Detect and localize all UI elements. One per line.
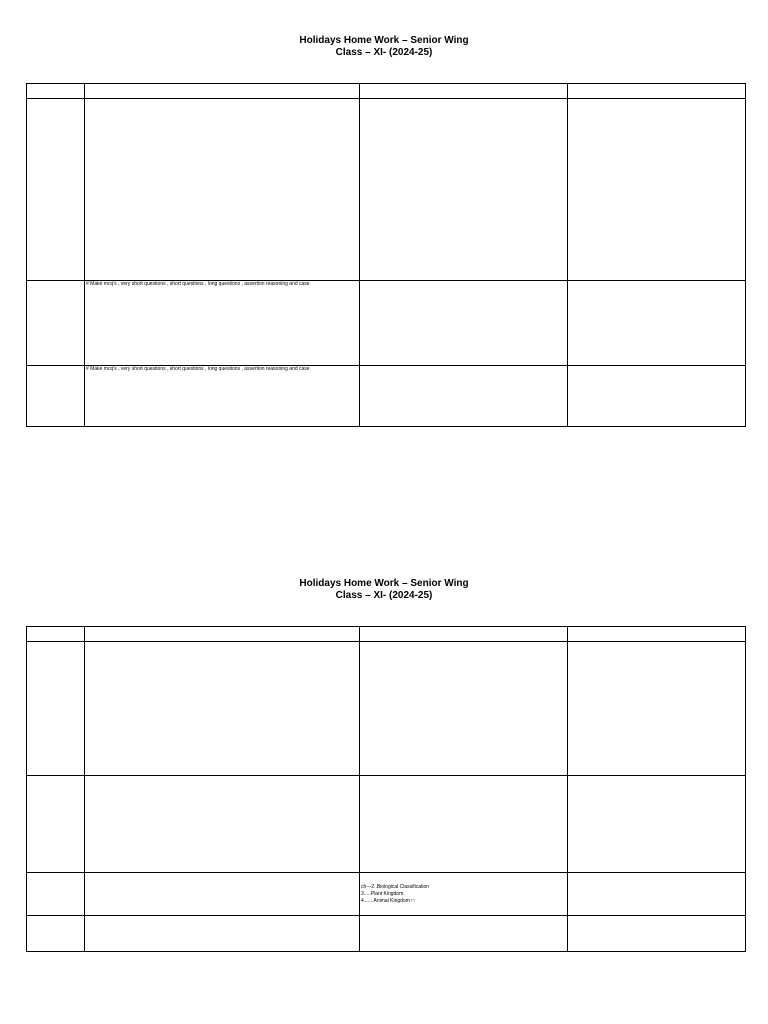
table-cell (360, 642, 568, 776)
table-cell (27, 99, 85, 281)
chapter-item: ch---2..Biological Classification (361, 884, 430, 890)
table-cell (568, 776, 746, 873)
table-row (27, 627, 746, 642)
table-cell (27, 776, 85, 873)
table-cell (360, 281, 568, 366)
page2-class-subtitle: Class – XI- (2024-25) (335, 590, 433, 601)
table-row (27, 776, 746, 873)
page2-title-block (0, 578, 768, 602)
table-cell (85, 873, 360, 916)
table-row (27, 642, 746, 776)
table-cell (85, 627, 360, 642)
table-cell (27, 916, 85, 952)
page1-homework-table (26, 83, 746, 427)
table-row (27, 99, 746, 281)
table-cell (360, 627, 568, 642)
table-cell (360, 776, 568, 873)
table-cell (85, 84, 360, 99)
table-cell (568, 99, 746, 281)
table-cell (568, 84, 746, 99)
table-cell (568, 366, 746, 427)
homework-instruction-text: # Make mcq's , very short questions , short questions , long questions , assertion reasoning and case (86, 281, 310, 287)
table-cell (27, 642, 85, 776)
table-cell (27, 84, 85, 99)
table-cell (568, 873, 746, 916)
table-cell (27, 281, 85, 366)
page2-homework-table (26, 626, 746, 952)
table-cell (360, 873, 568, 916)
table-cell (85, 642, 360, 776)
table-cell (27, 873, 85, 916)
table-cell (27, 366, 85, 427)
table-row (27, 916, 746, 952)
table-row (27, 281, 746, 366)
chapter-list (360, 873, 567, 905)
page1-title: Holidays Home Work – Senior Wing (299, 35, 469, 46)
table-cell (568, 281, 746, 366)
table-row (27, 366, 746, 427)
table-cell (85, 916, 360, 952)
table-cell (85, 99, 360, 281)
table-cell (85, 366, 360, 427)
table-row (27, 873, 746, 916)
table-row (27, 84, 746, 99)
table-cell (360, 366, 568, 427)
table-cell (568, 627, 746, 642)
table-cell (360, 99, 568, 281)
table-cell (360, 84, 568, 99)
table-cell (27, 627, 85, 642)
table-cell (568, 642, 746, 776)
table-cell (85, 281, 360, 366)
page2-title: Holidays Home Work – Senior Wing (299, 578, 469, 589)
table-cell (85, 776, 360, 873)
chapter-item: 4.......Animal Kingdom □ (361, 898, 415, 904)
table-cell (360, 916, 568, 952)
homework-instruction-text: # Make mcq's , very short questions , short questions , long questions , assertion reasoning and case (86, 366, 310, 372)
chapter-item: 3.....Plant Kingdom (361, 891, 404, 897)
page1-class-subtitle: Class – XI- (2024-25) (335, 47, 433, 58)
table-cell (568, 916, 746, 952)
page1-title-block (0, 35, 768, 59)
